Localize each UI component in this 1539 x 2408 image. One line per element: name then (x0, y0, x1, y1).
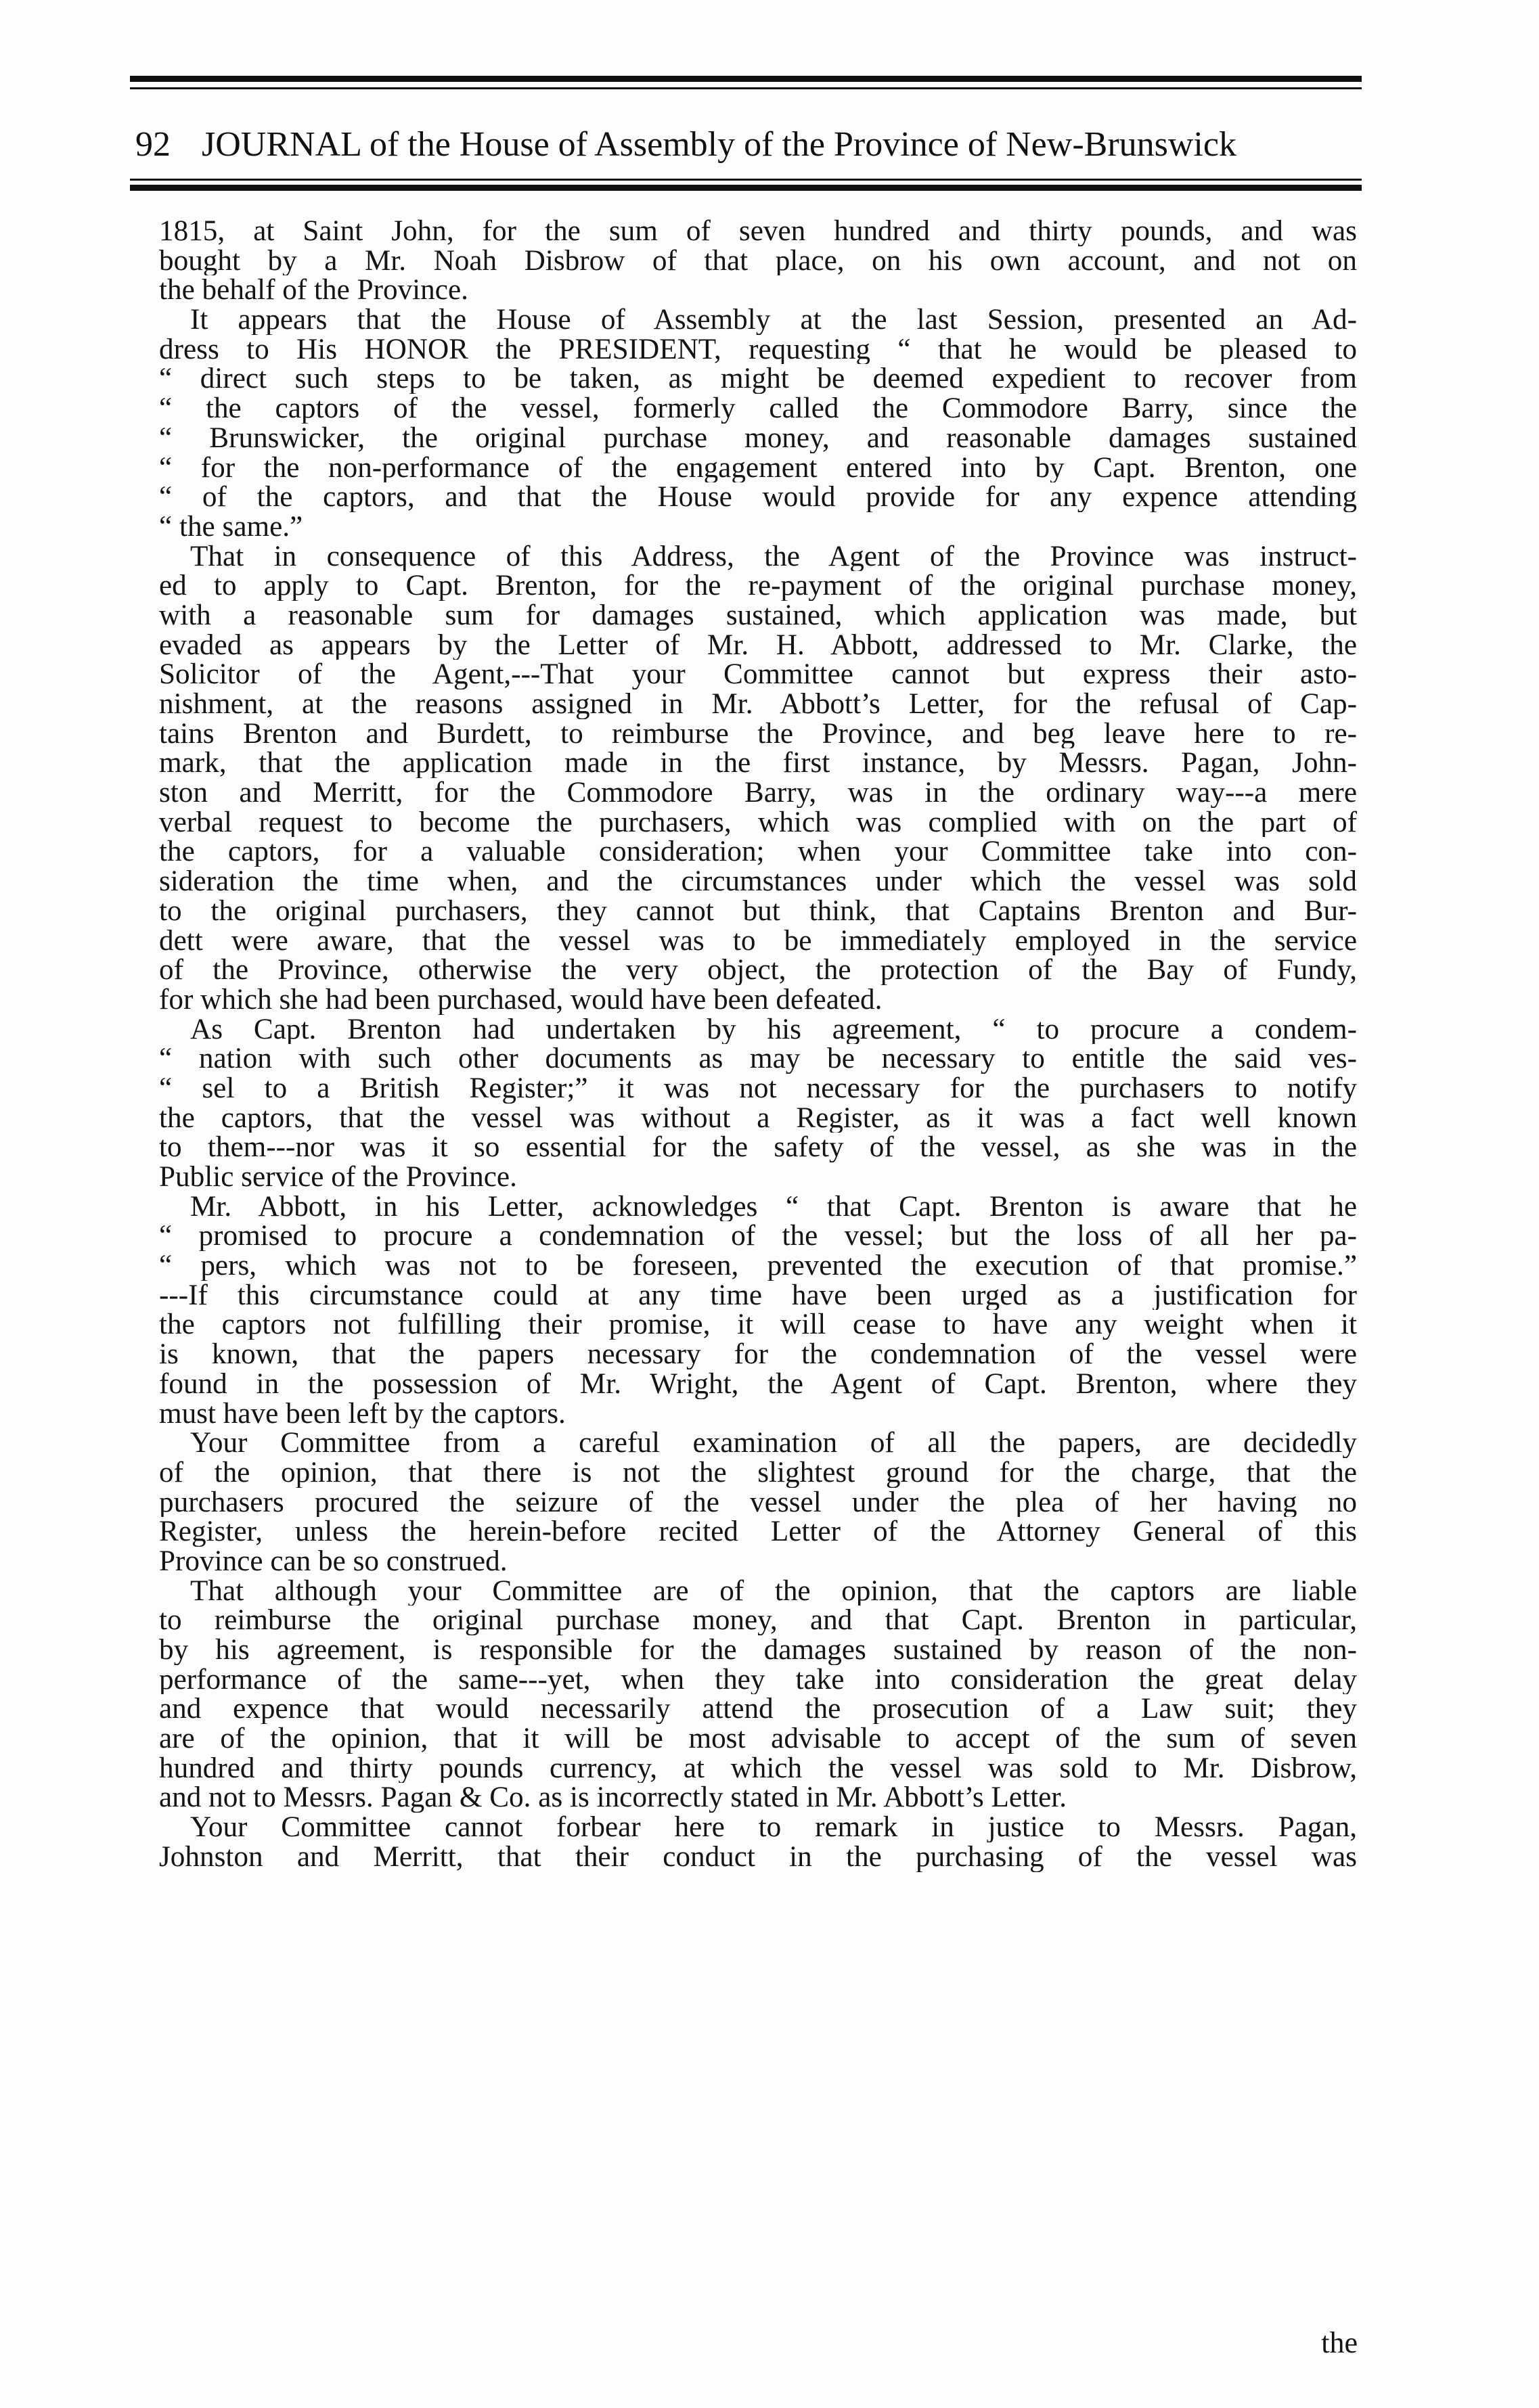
text-line: “ Brunswicker, the original purchase money, and reasonable damages sustained (159, 423, 1357, 453)
paragraph-start-line: As Capt. Brenton had undertaken by his agreement, “ to procure a condem- (190, 1014, 1357, 1045)
text-line: hundred and thirty pounds currency, at which the vessel was sold to Mr. Disbrow, (159, 1753, 1357, 1784)
text-line: to them---nor was it so essential for the safety of the vessel, as she was in the (159, 1133, 1357, 1162)
paragraph-start-line: That in consequence of this Address, the Agent of the Province was instruct- (190, 541, 1357, 572)
text-line: sideration the time when, and the circumstances under which the vessel was sold (159, 867, 1357, 896)
text-line: is known, that the papers necessary for the condemnation of the vessel were (159, 1340, 1357, 1369)
text-line: “ of the captors, and that the House would provide for any expence attending (159, 482, 1357, 512)
text-line: “ promised to procure a condemnation of the vessel; but the loss of all her pa- (159, 1221, 1357, 1252)
text-line: “ the same.” (159, 512, 303, 542)
text-line: “ pers, which was not to be foreseen, prevented the execution of that promise.” (159, 1251, 1357, 1281)
text-line: 1815, at Saint John, for the sum of seven hundred and thirty pounds, and was (159, 217, 1357, 246)
text-line: the captors not fulfilling their promise, it will cease to have any weight when it (159, 1310, 1357, 1340)
text-line: Johnston and Merritt, that their conduct in the purchasing of the vessel was (159, 1842, 1357, 1872)
text-line: the behalf of the Province. (159, 275, 468, 306)
text-line: purchasers procured the seizure of the vessel under the plea of her having no (159, 1487, 1357, 1518)
text-line: Register, unless the herein-before recited Letter of the Attorney General of this (159, 1517, 1357, 1547)
text-line: and expence that would necessarily attend the prosecution of a Law suit; they (159, 1694, 1357, 1725)
text-line: to reimburse the original purchase money, and that Capt. Brenton in particular, (159, 1606, 1357, 1635)
text-line: by his agreement, is responsible for the damages sustained by reason of the non- (159, 1635, 1357, 1665)
text-line: Public service of the Province. (159, 1162, 517, 1192)
text-line: must have been left by the captors. (159, 1399, 566, 1429)
text-line: tains Brenton and Burdett, to reimburse the Province, and beg leave here to re- (159, 719, 1357, 749)
paragraph-start-line: It appears that the House of Assembly at the last Session, presented an Ad- (190, 305, 1357, 335)
text-line: Province can be so construed. (159, 1546, 508, 1576)
text-line: of the Province, otherwise the very object, the protection of the Bay of Fundy, (159, 955, 1357, 985)
text-line: evaded as appears by the Letter of Mr. H. Abbott, addressed to Mr. Clarke, the (159, 630, 1357, 660)
header-bottom-rule-thick (130, 185, 1362, 191)
text-line: and not to Messrs. Pagan & Co. as is incorrectly stated in Mr. Abbott’s Letter. (159, 1783, 1067, 1813)
text-line: the captors, that the vessel was without a Register, as it was a fact well known (159, 1103, 1357, 1133)
page-number: 92 (135, 124, 171, 164)
text-line: found in the possession of Mr. Wright, the Agent of Capt. Brenton, where they (159, 1369, 1357, 1399)
text-line: performance of the same---yet, when they take into consideration the great delay (159, 1664, 1357, 1695)
paragraph-start-line: That although your Committee are of the opinion, that the captors are liable (190, 1576, 1357, 1606)
text-line: are of the opinion, that it will be most advisable to accept of the sum of seven (159, 1724, 1357, 1754)
header-top-rule-thin (130, 87, 1362, 89)
text-line: “ nation with such other documents as may be necessary to entitle the said ves- (159, 1044, 1357, 1074)
text-line: Solicitor of the Agent,---That your Committee cannot but express their asto- (159, 660, 1357, 689)
text-line: bought by a Mr. Noah Disbrow of that place, on his own account, and not on (159, 246, 1357, 276)
paragraph-start-line: Your Committee from a careful examination of all the papers, are decidedly (190, 1428, 1357, 1458)
text-line: ston and Merritt, for the Commodore Barry, was in the ordinary way---a mere (159, 778, 1357, 808)
text-line: to the original purchasers, they cannot but think, that Captains Brenton and Bur- (159, 896, 1357, 926)
text-line: dress to His HONOR the PRESIDENT, requesting “ that he would be pleased to (159, 334, 1357, 365)
text-line: “ sel to a British Register;” it was not necessary for the purchasers to notify (159, 1073, 1357, 1104)
body-text (159, 217, 1357, 1872)
header-bottom-rule-thin (130, 179, 1362, 181)
text-line: the captors, for a valuable consideration; when your Committee take into con- (159, 837, 1357, 867)
text-line: mark, that the application made in the first instance, by Messrs. Pagan, John- (159, 748, 1357, 779)
text-line: “ the captors of the vessel, formerly called the Commodore Barry, since the (159, 394, 1357, 424)
text-line: verbal request to become the purchasers, which was complied with on the part of (159, 807, 1357, 838)
text-line: dett were aware, that the vessel was to be immediately employed in the service (159, 926, 1357, 956)
catchword: the (1321, 2326, 1358, 2359)
text-line: with a reasonable sum for damages sustained, which application was made, but (159, 600, 1357, 631)
text-line: “ for the non-performance of the engagement entered into by Capt. Brenton, one (159, 453, 1357, 483)
text-line: ---If this circumstance could at any time have been urged as a justification for (159, 1280, 1357, 1311)
running-title: JOURNAL of the House of Assembly of the Province of New-Brunswick (202, 124, 1236, 164)
text-line: of the opinion, that there is not the slightest ground for the charge, that the (159, 1457, 1357, 1488)
running-header (135, 114, 1356, 175)
paragraph-start-line: Mr. Abbott, in his Letter, acknowledges “ that Capt. Brenton is aware that he (190, 1191, 1357, 1222)
text-line: nishment, at the reasons assigned in Mr. Abbott’s Letter, for the refusal of Cap- (159, 689, 1357, 719)
text-line: “ direct such steps to be taken, as might be deemed expedient to recover from (159, 364, 1357, 394)
text-line: ed to apply to Capt. Brenton, for the re-payment of the original purchase money, (159, 571, 1357, 601)
header-top-rule-thick (130, 76, 1362, 82)
paragraph-start-line: Your Committee cannot forbear here to remark in justice to Messrs. Pagan, (190, 1813, 1357, 1842)
text-line: for which she had been purchased, would have been defeated. (159, 984, 883, 1015)
